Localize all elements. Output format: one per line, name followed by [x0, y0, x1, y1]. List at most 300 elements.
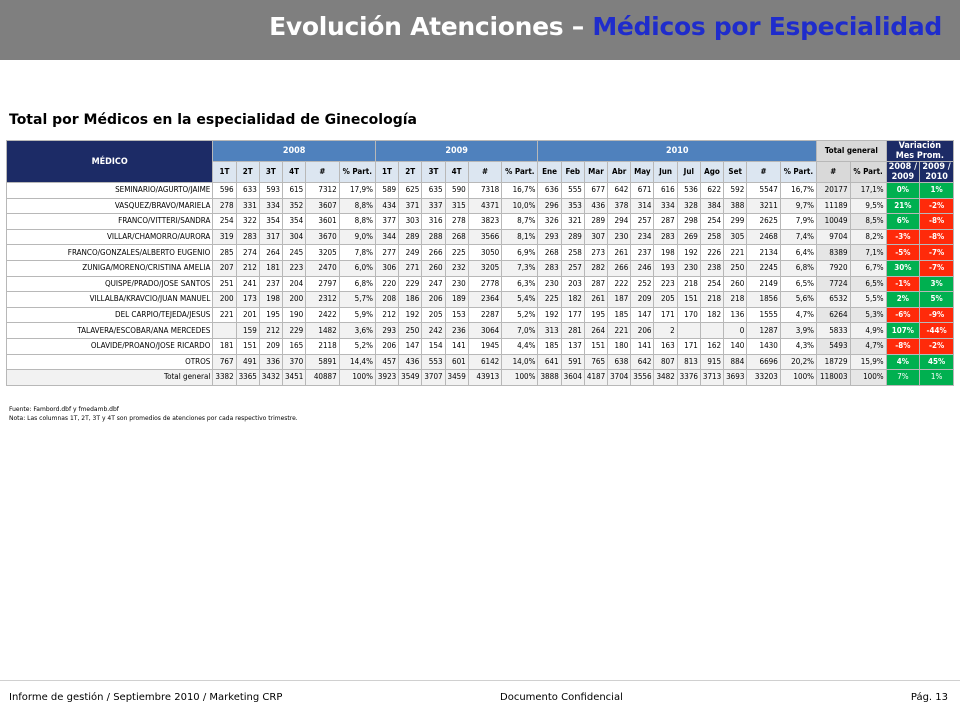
cell-2010: 209: [631, 292, 654, 308]
cell-2008: 370: [282, 354, 305, 370]
cell-2009: 247: [422, 276, 445, 292]
cell-2009: 43913: [468, 370, 502, 386]
cell-total: 6264: [816, 307, 850, 323]
variation-badge: -3%: [886, 229, 920, 245]
cell-2009: 5,2%: [502, 307, 538, 323]
cell-2008: 3365: [236, 370, 259, 386]
cell-2010: 218: [724, 292, 747, 308]
sub-2009-col: % Part.: [502, 162, 538, 183]
year-2010-header: 2010: [538, 141, 817, 162]
cell-2010: 171: [677, 338, 700, 354]
cell-2009: 601: [445, 354, 468, 370]
cell-2009: 553: [422, 354, 445, 370]
footer-page-number: Pág. 13: [910, 692, 948, 703]
cell-2009: 268: [445, 229, 468, 245]
variation-badge: -5%: [886, 245, 920, 261]
cell-2010: 536: [677, 183, 700, 199]
cell-2010: 4,3%: [780, 338, 816, 354]
cell-2010: 261: [584, 292, 607, 308]
cell-2010: 5547: [747, 183, 781, 199]
cell-total: 9,5%: [850, 198, 886, 214]
cell-2008: 181: [259, 260, 282, 276]
cell-2010: 177: [561, 307, 584, 323]
cell-total: 9704: [816, 229, 850, 245]
physicians-table: [6, 140, 954, 386]
sub-2010-col: Ene: [538, 162, 561, 183]
sub-2008-col: 4T: [282, 162, 305, 183]
table-row: [7, 229, 954, 245]
cell-2008: 200: [282, 292, 305, 308]
cell-2008: 40887: [306, 370, 340, 386]
sub-2010-col: Feb: [561, 162, 584, 183]
cell-2010: 642: [608, 183, 631, 199]
cell-2010: 206: [631, 323, 654, 339]
table-row: [7, 354, 954, 370]
cell-2010: 1430: [747, 338, 781, 354]
cell-2010: 616: [654, 183, 677, 199]
cell-2010: 282: [584, 260, 607, 276]
cell-2009: 212: [375, 307, 398, 323]
sub-2010-col: Set: [724, 162, 747, 183]
cell-2008: 201: [236, 307, 259, 323]
cell-2010: 218: [700, 292, 723, 308]
total-row: [7, 370, 954, 386]
cell-2010: 5,6%: [780, 292, 816, 308]
cell-2010: 591: [561, 354, 584, 370]
variation-badge: 1%: [920, 183, 954, 199]
cell-2008: 6,8%: [339, 276, 375, 292]
cell-2008: 319: [213, 229, 236, 245]
sub-2009-col: 2T: [399, 162, 422, 183]
cell-2010: 3704: [608, 370, 631, 386]
cell-2009: 288: [422, 229, 445, 245]
cell-2008: 3670: [306, 229, 340, 245]
cell-2008: 3205: [306, 245, 340, 261]
variation-badge: -2%: [920, 338, 954, 354]
footer-divider: [0, 680, 960, 681]
physician-name: FRANCO/GONZALES/ALBERTO EUGENIO: [7, 245, 213, 261]
cell-2008: 181: [213, 338, 236, 354]
variation-badge: 3%: [920, 276, 954, 292]
cell-2009: 6142: [468, 354, 502, 370]
variation-badge: -2%: [920, 198, 954, 214]
cell-2010: 353: [561, 198, 584, 214]
cell-2008: 3432: [259, 370, 282, 386]
cell-2008: 593: [259, 183, 282, 199]
cell-2010: 305: [724, 229, 747, 245]
cell-2009: 2364: [468, 292, 502, 308]
cell-2009: 337: [422, 198, 445, 214]
cell-2010: 307: [584, 229, 607, 245]
cell-2008: 354: [282, 214, 305, 230]
cell-2009: 208: [375, 292, 398, 308]
variation-badge: -1%: [886, 276, 920, 292]
cell-2010: 326: [538, 214, 561, 230]
cell-2010: 182: [561, 292, 584, 308]
cell-2008: 352: [282, 198, 305, 214]
variation-badge: -8%: [920, 229, 954, 245]
cell-2009: 220: [375, 276, 398, 292]
cell-2009: 192: [399, 307, 422, 323]
table-row: [7, 214, 954, 230]
cell-total: 5,3%: [850, 307, 886, 323]
cell-2010: [700, 323, 723, 339]
cell-2009: 1945: [468, 338, 502, 354]
cell-2008: 237: [259, 276, 282, 292]
cell-2010: 185: [608, 307, 631, 323]
cell-2008: 7,8%: [339, 245, 375, 261]
cell-2010: 218: [677, 276, 700, 292]
cell-2010: 1287: [747, 323, 781, 339]
total-general-header: Total general: [816, 141, 886, 162]
cell-2010: 915: [700, 354, 723, 370]
variation-badge: 2%: [886, 292, 920, 308]
cell-2009: 6,3%: [502, 276, 538, 292]
cell-2010: 436: [584, 198, 607, 214]
cell-2009: 5,4%: [502, 292, 538, 308]
cell-2008: 17,9%: [339, 183, 375, 199]
cell-total: 5493: [816, 338, 850, 354]
cell-2010: 3211: [747, 198, 781, 214]
cell-2010: 3888: [538, 370, 561, 386]
variation-badge: 7%: [886, 370, 920, 386]
cell-2010: 246: [631, 260, 654, 276]
cell-2008: 596: [213, 183, 236, 199]
cell-2008: 304: [282, 229, 305, 245]
cell-total: 118003: [816, 370, 850, 386]
cell-2008: 285: [213, 245, 236, 261]
cell-2009: 316: [422, 214, 445, 230]
cell-2008: 159: [236, 323, 259, 339]
cell-2008: 491: [236, 354, 259, 370]
cell-2010: 192: [677, 245, 700, 261]
cell-2008: 354: [259, 214, 282, 230]
physician-name: TALAVERA/ESCOBAR/ANA MERCEDES: [7, 323, 213, 339]
cell-2010: 140: [724, 338, 747, 354]
cell-2010: 3,9%: [780, 323, 816, 339]
table-row: [7, 276, 954, 292]
cell-2010: 3693: [724, 370, 747, 386]
cell-2009: 7318: [468, 183, 502, 199]
cell-2010: 2134: [747, 245, 781, 261]
variation-badge: -44%: [920, 323, 954, 339]
cell-2010: 298: [677, 214, 700, 230]
sub-var-col: 2009 / 2010: [920, 162, 954, 183]
sub-2009-col: 1T: [375, 162, 398, 183]
cell-2010: 261: [608, 245, 631, 261]
table-row: [7, 323, 954, 339]
cell-2010: 180: [608, 338, 631, 354]
cell-2008: 5,2%: [339, 338, 375, 354]
cell-2010: 268: [538, 245, 561, 261]
cell-2008: 204: [282, 276, 305, 292]
cell-2008: 2422: [306, 307, 340, 323]
cell-2009: 16,7%: [502, 183, 538, 199]
sub-2008-col: 1T: [213, 162, 236, 183]
sub-2009-col: 3T: [422, 162, 445, 183]
cell-2010: 6,5%: [780, 276, 816, 292]
cell-2010: 16,7%: [780, 183, 816, 199]
cell-total: 11189: [816, 198, 850, 214]
cell-2010: 765: [584, 354, 607, 370]
cell-2010: 289: [561, 229, 584, 245]
cell-2010: 230: [538, 276, 561, 292]
table-row: [7, 245, 954, 261]
cell-2010: 287: [654, 214, 677, 230]
sub-2010-col: May: [631, 162, 654, 183]
sub-var-col: 2008 / 2009: [886, 162, 920, 183]
cell-2010: 2468: [747, 229, 781, 245]
cell-2010: 4,7%: [780, 307, 816, 323]
cell-2010: 2625: [747, 214, 781, 230]
cell-2008: 223: [282, 260, 305, 276]
page-title: [269, 12, 942, 41]
cell-2009: 277: [375, 245, 398, 261]
cell-2010: 221: [608, 323, 631, 339]
cell-2008: 5,9%: [339, 307, 375, 323]
cell-2009: 266: [422, 245, 445, 261]
sub-2009-col: #: [468, 162, 502, 183]
cell-2009: 4371: [468, 198, 502, 214]
sub-2008-col: #: [306, 162, 340, 183]
cell-2010: 3713: [700, 370, 723, 386]
cell-2010: 592: [724, 183, 747, 199]
sub-2010-col: % Part.: [780, 162, 816, 183]
cell-2010: 677: [584, 183, 607, 199]
cell-2010: 258: [700, 229, 723, 245]
variation-badge: 0%: [886, 183, 920, 199]
cell-2008: 9,0%: [339, 229, 375, 245]
cell-2009: 260: [422, 260, 445, 276]
cell-2008: 8,8%: [339, 198, 375, 214]
cell-2009: 3459: [445, 370, 468, 386]
cell-total: 6532: [816, 292, 850, 308]
cell-2010: 1856: [747, 292, 781, 308]
cell-2010: 222: [608, 276, 631, 292]
cell-2008: 151: [236, 338, 259, 354]
cell-2010: 185: [538, 338, 561, 354]
cell-2010: 6,8%: [780, 260, 816, 276]
variation-badge: 1%: [920, 370, 954, 386]
sub-total-col: #: [816, 162, 850, 183]
cell-2009: 635: [422, 183, 445, 199]
physician-name: DEL CARPIO/TEJEDA/JESUS: [7, 307, 213, 323]
title-accent: Médicos por Especialidad: [592, 12, 942, 41]
cell-2008: 207: [213, 260, 236, 276]
cell-2010: 230: [677, 260, 700, 276]
sub-2008-col: 3T: [259, 162, 282, 183]
cell-2008: 3,6%: [339, 323, 375, 339]
cell-2008: 767: [213, 354, 236, 370]
cell-2009: 3549: [399, 370, 422, 386]
cell-2010: 281: [561, 323, 584, 339]
cell-2009: 6,9%: [502, 245, 538, 261]
cell-2010: 237: [631, 245, 654, 261]
cell-2009: 377: [375, 214, 398, 230]
cell-total: 8,2%: [850, 229, 886, 245]
cell-2010: 287: [584, 276, 607, 292]
cell-2010: 162: [700, 338, 723, 354]
variation-badge: -9%: [920, 307, 954, 323]
cell-2010: 193: [654, 260, 677, 276]
cell-2010: 260: [724, 276, 747, 292]
cell-2010: 258: [561, 245, 584, 261]
cell-2010: 195: [584, 307, 607, 323]
cell-2009: 225: [445, 245, 468, 261]
table-row: [7, 183, 954, 199]
cell-2008: [213, 323, 236, 339]
cell-2010: 9,7%: [780, 198, 816, 214]
sub-2010-col: Mar: [584, 162, 607, 183]
cell-2009: 289: [399, 229, 422, 245]
cell-2008: 317: [259, 229, 282, 245]
cell-2010: 299: [724, 214, 747, 230]
cell-2009: 242: [422, 323, 445, 339]
col-medico-header: MÉDICO: [7, 141, 213, 183]
cell-2009: 3566: [468, 229, 502, 245]
sub-2008-col: 2T: [236, 162, 259, 183]
cell-2010: 388: [724, 198, 747, 214]
cell-2008: 209: [259, 338, 282, 354]
cell-2009: 457: [375, 354, 398, 370]
cell-2010: 378: [608, 198, 631, 214]
cell-2009: 315: [445, 198, 468, 214]
cell-total: 4,7%: [850, 338, 886, 354]
cell-2010: 151: [677, 292, 700, 308]
cell-total: 5833: [816, 323, 850, 339]
cell-2010: 266: [608, 260, 631, 276]
physician-name: Total general: [7, 370, 213, 386]
sub-2010-col: #: [747, 162, 781, 183]
cell-2009: 100%: [502, 370, 538, 386]
cell-2010: 294: [608, 214, 631, 230]
cell-2008: 6,0%: [339, 260, 375, 276]
cell-total: 100%: [850, 370, 886, 386]
cell-2008: 251: [213, 276, 236, 292]
cell-2010: 141: [631, 338, 654, 354]
cell-2010: [677, 323, 700, 339]
cell-2010: 254: [700, 276, 723, 292]
cell-2009: 278: [445, 214, 468, 230]
cell-2008: 334: [259, 198, 282, 214]
cell-2010: 192: [538, 307, 561, 323]
variation-badge: 5%: [920, 292, 954, 308]
cell-2009: 250: [399, 323, 422, 339]
sub-total-col: % Part.: [850, 162, 886, 183]
cell-2010: 230: [608, 229, 631, 245]
cell-2008: 283: [236, 229, 259, 245]
cell-2008: 2797: [306, 276, 340, 292]
cell-2009: 371: [399, 198, 422, 214]
cell-2009: 3205: [468, 260, 502, 276]
cell-total: 4,9%: [850, 323, 886, 339]
cell-2010: 269: [677, 229, 700, 245]
cell-total: 7920: [816, 260, 850, 276]
sub-2010-col: Jun: [654, 162, 677, 183]
cell-2008: 3607: [306, 198, 340, 214]
cell-2010: 2149: [747, 276, 781, 292]
cell-2010: 622: [700, 183, 723, 199]
cell-2008: 195: [259, 307, 282, 323]
cell-2008: 100%: [339, 370, 375, 386]
cell-2010: 100%: [780, 370, 816, 386]
cell-2008: 245: [282, 245, 305, 261]
cell-2010: 313: [538, 323, 561, 339]
cell-2010: 314: [631, 198, 654, 214]
cell-2009: 186: [399, 292, 422, 308]
physician-name: QUISPE/PRADO/JOSE SANTOS: [7, 276, 213, 292]
variation-badge: 4%: [886, 354, 920, 370]
cell-2009: 306: [375, 260, 398, 276]
cell-2008: 221: [213, 307, 236, 323]
cell-2010: 151: [584, 338, 607, 354]
cell-2010: 171: [654, 307, 677, 323]
cell-2008: 2118: [306, 338, 340, 354]
cell-2010: 642: [631, 354, 654, 370]
cell-2009: 3923: [375, 370, 398, 386]
cell-2010: 257: [561, 260, 584, 276]
cell-2010: 7,9%: [780, 214, 816, 230]
cell-total: 10049: [816, 214, 850, 230]
cell-2010: 223: [654, 276, 677, 292]
cell-2008: 200: [213, 292, 236, 308]
cell-2010: 252: [631, 276, 654, 292]
cell-2010: 2245: [747, 260, 781, 276]
cell-2010: 250: [724, 260, 747, 276]
cell-2010: 671: [631, 183, 654, 199]
sub-2010-col: Abr: [608, 162, 631, 183]
title-main: Evolución Atenciones –: [269, 12, 593, 41]
cell-2010: 328: [677, 198, 700, 214]
cell-2010: 1555: [747, 307, 781, 323]
cell-2009: 236: [445, 323, 468, 339]
cell-2010: 283: [654, 229, 677, 245]
cell-2009: 303: [399, 214, 422, 230]
cell-2008: 2312: [306, 292, 340, 308]
cell-2008: 5,7%: [339, 292, 375, 308]
cell-2010: 273: [584, 245, 607, 261]
cell-2008: 331: [236, 198, 259, 214]
cell-2008: 198: [259, 292, 282, 308]
cell-2010: 807: [654, 354, 677, 370]
cell-total: 17,1%: [850, 183, 886, 199]
cell-2009: 154: [422, 338, 445, 354]
cell-2010: 293: [538, 229, 561, 245]
cell-2010: 198: [654, 245, 677, 261]
cell-2008: 633: [236, 183, 259, 199]
cell-2010: 641: [538, 354, 561, 370]
cell-2010: 170: [677, 307, 700, 323]
cell-2010: 884: [724, 354, 747, 370]
cell-2009: 4,4%: [502, 338, 538, 354]
physician-name: OLAVIDE/PROANO/JOSE RICARDO: [7, 338, 213, 354]
cell-2010: 234: [631, 229, 654, 245]
cell-2009: 189: [445, 292, 468, 308]
year-2008-header: 2008: [213, 141, 376, 162]
cell-2010: 147: [631, 307, 654, 323]
footer-report: Informe de gestión / Septiembre 2010 / Marketing CRP: [9, 692, 283, 703]
cell-2009: 3050: [468, 245, 502, 261]
table-row: [7, 307, 954, 323]
cell-2010: 238: [700, 260, 723, 276]
cell-2009: 436: [399, 354, 422, 370]
cell-total: 8389: [816, 245, 850, 261]
cell-2010: 2: [654, 323, 677, 339]
cell-2009: 3707: [422, 370, 445, 386]
cell-2010: 384: [700, 198, 723, 214]
cell-2009: 590: [445, 183, 468, 199]
variation-badge: -7%: [920, 260, 954, 276]
